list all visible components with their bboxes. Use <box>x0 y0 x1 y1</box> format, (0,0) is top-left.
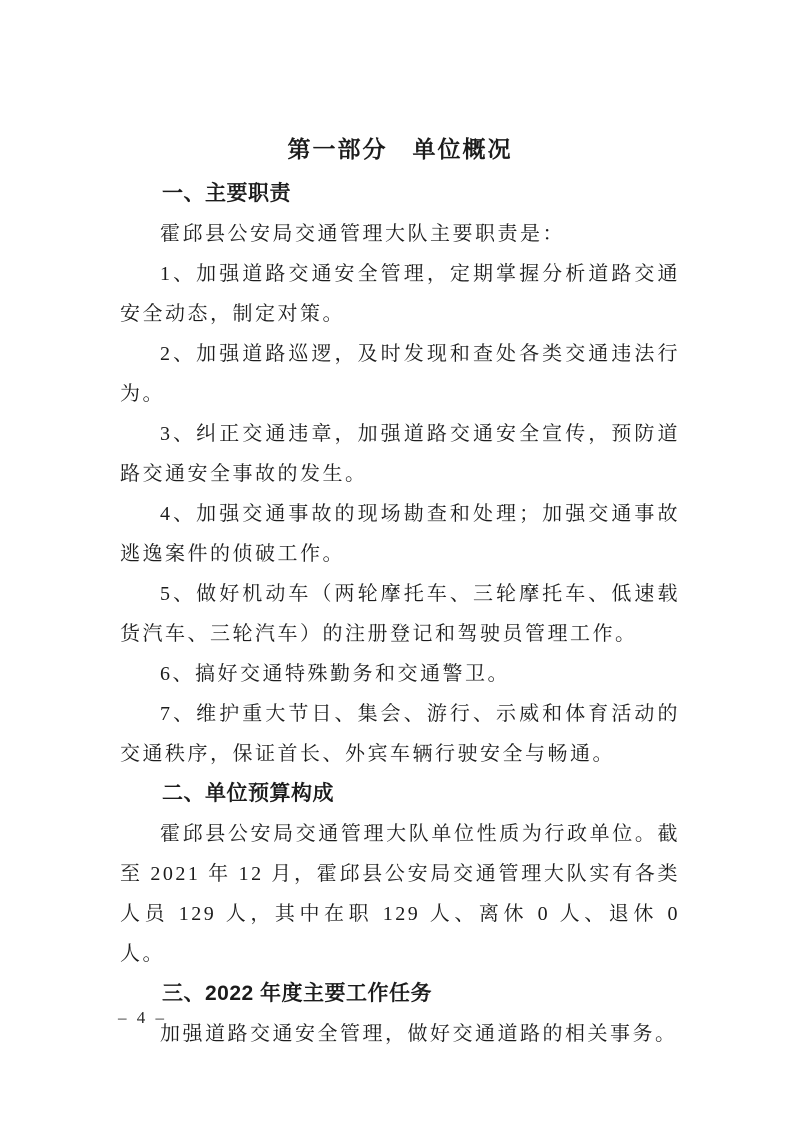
paragraph-duty-6: 6、搞好交通特殊勤务和交通警卫。 <box>160 663 510 685</box>
paragraph-duties-intro: 霍邱县公安局交通管理大队主要职责是： <box>160 223 565 245</box>
paragraph-duty-1: 1、加强道路交通安全管理，定期掌握分析道路交通安全动态，制定对策。 <box>120 263 680 325</box>
paragraph-2022-tasks: 加强道路交通安全管理，做好交通道路的相关事务。 <box>160 1023 678 1045</box>
document-content <box>120 128 680 1054</box>
paragraph-duty-5: 5、做好机动车（两轮摩托车、三轮摩托车、低速载货汽车、三轮汽车）的注册登记和驾驶员管理工作。 <box>120 583 680 645</box>
paragraph-duty-4: 4、加强交通事故的现场勘查和处理；加强交通事故逃逸案件的侦破工作。 <box>120 503 680 565</box>
section-heading-2022-tasks: 三、2022 年度主要工作任务 <box>162 982 433 1005</box>
section-heading-main-duties: 一、主要职责 <box>162 182 291 205</box>
page-number: – 4 – <box>118 1008 167 1027</box>
paragraph-duty-3: 3、纠正交通违章，加强道路交通安全宣传，预防道路交通安全事故的发生。 <box>120 423 680 485</box>
paragraph-budget-composition: 霍邱县公安局交通管理大队单位性质为行政单位。截至 2021 年 12 月，霍邱县公安局交通管理大队实有各类人员 129 人，其中在职 129 人、离休 0 人、退休 0 人。 <box>120 823 680 965</box>
page-title: 第一部分 单位概况 <box>287 136 513 162</box>
section-heading-budget-composition: 二、单位预算构成 <box>162 782 334 805</box>
paragraph-duty-7: 7、维护重大节日、集会、游行、示威和体育活动的交通秩序，保证首长、外宾车辆行驶安全与畅通。 <box>120 703 680 765</box>
paragraph-duty-2: 2、加强道路巡逻，及时发现和查处各类交通违法行为。 <box>120 343 680 405</box>
